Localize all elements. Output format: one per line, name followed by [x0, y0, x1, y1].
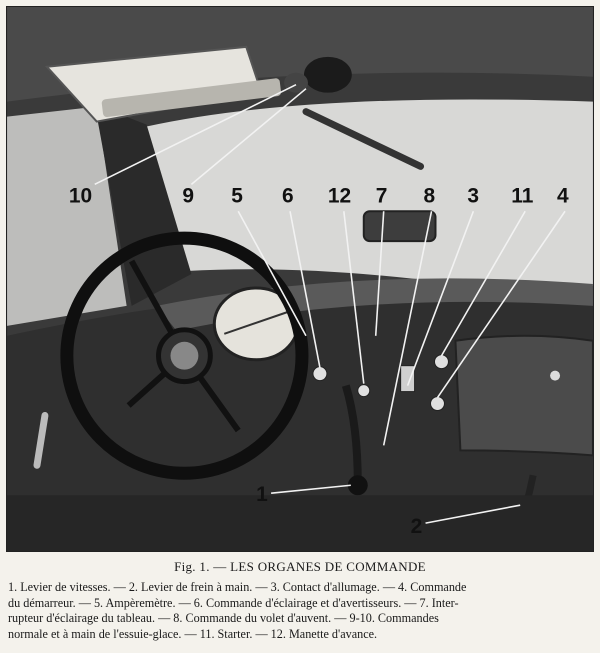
legend-line: 1. Levier de vitesses. — 2. Levier de frein à main. — 3. Contact d'allumage. — 4. Commande [8, 580, 467, 594]
figure-legend [8, 580, 592, 642]
dashboard-illustration [7, 7, 593, 551]
callout-label: 6 [282, 184, 294, 208]
callout-label: 4 [557, 184, 569, 208]
control-knob [431, 397, 445, 411]
callout-label: 1 [256, 483, 268, 507]
control-lever [401, 366, 415, 392]
legend-line: rupteur d'éclairage du tableau. — 8. Commande du volet d'auvent. — 9-10. Commandes [8, 611, 439, 625]
control-knob [435, 355, 449, 369]
wiper-motor [304, 57, 352, 93]
figure-caption: Fig. 1. — LES ORGANES DE COMMANDE [174, 559, 426, 574]
callout-label: 7 [375, 184, 388, 208]
callout-label: 12 [327, 184, 352, 208]
callout-label: 2 [410, 515, 423, 539]
callout-label: 10 [68, 184, 93, 208]
callout-label: 9 [182, 184, 195, 208]
callout-label: 8 [423, 184, 436, 208]
dashboard-photograph [6, 6, 594, 552]
callout-label: 3 [467, 184, 480, 208]
control-knob [313, 367, 327, 381]
rear-view-mirror [364, 211, 436, 241]
callout-label: 11 [511, 184, 534, 208]
legend-line: normale et à main de l'essuie-glace. — 11. Starter. — 12. Manette d'avance. [8, 626, 378, 641]
glove-box [455, 336, 592, 456]
callout-label: 5 [231, 184, 243, 208]
legend-line: du démarreur. — 5. Ampèremètre. — 6. Commande d'éclairage et d'avertisseurs. — 7. Inter- [8, 595, 459, 610]
control-knob [358, 385, 370, 397]
